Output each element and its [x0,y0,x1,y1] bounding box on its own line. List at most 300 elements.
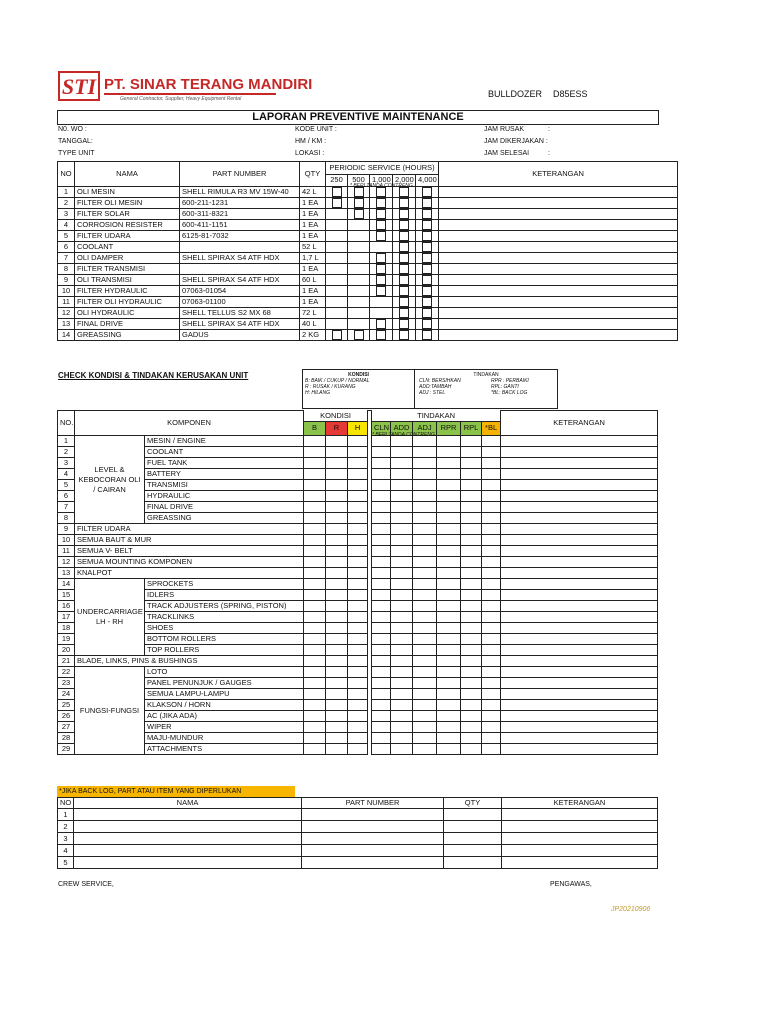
ct-tindakan-cell[interactable] [461,667,482,678]
bl-cell[interactable] [444,857,502,869]
ct-ket[interactable] [501,744,658,755]
ps-check-cell[interactable] [326,198,348,209]
ct-ket[interactable] [501,590,658,601]
ct-tindakan-cell[interactable] [482,557,501,568]
ct-ket[interactable] [501,700,658,711]
ct-kondisi-cell[interactable] [304,612,326,623]
checkbox[interactable] [354,330,364,340]
bl-cell[interactable] [302,845,444,857]
ct-kondisi-cell[interactable] [304,513,326,524]
ct-tindakan-cell[interactable] [372,667,391,678]
checkbox[interactable] [354,198,364,208]
ct-ket[interactable] [501,722,658,733]
ct-kondisi-cell[interactable] [304,744,326,755]
ct-kondisi-cell[interactable] [348,623,368,634]
ct-tindakan-cell[interactable] [482,579,501,590]
ct-kondisi-cell[interactable] [348,568,368,579]
ct-kondisi-cell[interactable] [348,711,368,722]
ct-tindakan-cell[interactable] [372,612,391,623]
ct-kondisi-cell[interactable] [304,645,326,656]
ps-ket[interactable] [439,308,678,319]
ct-kondisi-cell[interactable] [326,590,348,601]
checkbox[interactable] [422,275,432,285]
ct-tindakan-cell[interactable] [461,733,482,744]
ct-kondisi-cell[interactable] [304,502,326,513]
ct-kondisi-cell[interactable] [348,480,368,491]
checkbox[interactable] [354,209,364,219]
field-no-wo[interactable]: N0. WO : [58,126,87,133]
ct-tindakan-cell[interactable] [413,469,437,480]
ct-kondisi-cell[interactable] [348,535,368,546]
ct-ket[interactable] [501,733,658,744]
checkbox[interactable] [422,242,432,252]
ps-check-cell[interactable] [393,264,416,275]
ct-kondisi-cell[interactable] [348,436,368,447]
bl-cell[interactable] [502,809,658,821]
ct-tindakan-cell[interactable] [437,612,461,623]
ct-tindakan-cell[interactable] [391,689,413,700]
ps-check-cell[interactable] [326,187,348,198]
ct-ket[interactable] [501,579,658,590]
ct-tindakan-cell[interactable] [461,656,482,667]
ct-tindakan-cell[interactable] [413,700,437,711]
checkbox[interactable] [332,187,342,197]
ct-kondisi-cell[interactable] [326,524,348,535]
ps-check-cell[interactable] [416,297,439,308]
ct-ket[interactable] [501,568,658,579]
ct-tindakan-cell[interactable] [482,689,501,700]
ct-kondisi-cell[interactable] [348,579,368,590]
ps-check-cell[interactable] [393,253,416,264]
ct-tindakan-cell[interactable] [482,744,501,755]
ct-tindakan-cell[interactable] [461,491,482,502]
bl-cell[interactable] [74,809,302,821]
ct-tindakan-cell[interactable] [437,436,461,447]
ct-kondisi-cell[interactable] [348,689,368,700]
ps-check-cell[interactable] [370,286,393,297]
ct-kondisi-cell[interactable] [348,733,368,744]
ct-kondisi-cell[interactable] [348,491,368,502]
ps-ket[interactable] [439,264,678,275]
ct-tindakan-cell[interactable] [461,601,482,612]
ct-tindakan-cell[interactable] [482,546,501,557]
ct-kondisi-cell[interactable] [326,689,348,700]
ct-tindakan-cell[interactable] [461,645,482,656]
ct-kondisi-cell[interactable] [304,656,326,667]
ct-tindakan-cell[interactable] [391,568,413,579]
checkbox[interactable] [422,198,432,208]
ps-check-cell[interactable] [370,198,393,209]
ct-tindakan-cell[interactable] [437,469,461,480]
ct-kondisi-cell[interactable] [326,656,348,667]
ct-kondisi-cell[interactable] [326,623,348,634]
ps-check-cell[interactable] [416,275,439,286]
ct-tindakan-cell[interactable] [482,524,501,535]
ct-kondisi-cell[interactable] [326,744,348,755]
ps-check-cell[interactable] [416,308,439,319]
checkbox[interactable] [399,319,409,329]
ct-tindakan-cell[interactable] [437,557,461,568]
ps-check-cell[interactable] [393,220,416,231]
ct-tindakan-cell[interactable] [413,623,437,634]
ct-tindakan-cell[interactable] [461,557,482,568]
ct-kondisi-cell[interactable] [326,535,348,546]
ps-check-cell[interactable] [393,209,416,220]
ps-check-cell[interactable] [393,231,416,242]
ct-tindakan-cell[interactable] [372,568,391,579]
checkbox[interactable] [422,253,432,263]
field-jam-dikerjakan[interactable]: JAM DIKERJAKAN : [484,138,548,145]
ct-tindakan-cell[interactable] [437,480,461,491]
checkbox[interactable] [399,198,409,208]
ct-kondisi-cell[interactable] [348,612,368,623]
ct-tindakan-cell[interactable] [437,579,461,590]
ct-tindakan-cell[interactable] [461,568,482,579]
checkbox[interactable] [376,198,386,208]
ct-tindakan-cell[interactable] [413,524,437,535]
ct-kondisi-cell[interactable] [348,502,368,513]
ct-ket[interactable] [501,557,658,568]
ct-tindakan-cell[interactable] [413,491,437,502]
ct-tindakan-cell[interactable] [461,579,482,590]
ct-tindakan-cell[interactable] [413,601,437,612]
ct-tindakan-cell[interactable] [413,645,437,656]
ct-tindakan-cell[interactable] [482,623,501,634]
bl-cell[interactable] [502,845,658,857]
ps-check-cell[interactable] [416,253,439,264]
ct-kondisi-cell[interactable] [348,557,368,568]
ct-tindakan-cell[interactable] [482,502,501,513]
ct-tindakan-cell[interactable] [391,667,413,678]
ct-tindakan-cell[interactable] [413,689,437,700]
ct-tindakan-cell[interactable] [391,711,413,722]
ct-tindakan-cell[interactable] [372,447,391,458]
ct-tindakan-cell[interactable] [437,491,461,502]
ct-tindakan-cell[interactable] [372,557,391,568]
field-jam-rusak[interactable]: JAM RUSAK [484,126,525,133]
ct-ket[interactable] [501,469,658,480]
ps-check-cell[interactable] [326,330,348,341]
ct-kondisi-cell[interactable] [326,557,348,568]
ps-check-cell[interactable] [370,253,393,264]
ct-kondisi-cell[interactable] [348,667,368,678]
ct-tindakan-cell[interactable] [461,590,482,601]
ct-tindakan-cell[interactable] [372,711,391,722]
ps-check-cell[interactable] [416,264,439,275]
ps-check-cell[interactable] [370,275,393,286]
checkbox[interactable] [332,330,342,340]
ct-tindakan-cell[interactable] [391,469,413,480]
ct-tindakan-cell[interactable] [437,524,461,535]
ct-kondisi-cell[interactable] [326,678,348,689]
ps-check-cell[interactable] [393,330,416,341]
ct-kondisi-cell[interactable] [326,722,348,733]
ct-kondisi-cell[interactable] [348,722,368,733]
ct-tindakan-cell[interactable] [482,601,501,612]
ct-kondisi-cell[interactable] [326,612,348,623]
ct-tindakan-cell[interactable] [372,722,391,733]
bl-cell[interactable] [502,821,658,833]
field-tanggal[interactable]: TANGGAL: [58,138,93,145]
ct-ket[interactable] [501,513,658,524]
ct-kondisi-cell[interactable] [304,480,326,491]
ct-tindakan-cell[interactable] [437,535,461,546]
checkbox[interactable] [399,220,409,230]
checkbox[interactable] [332,198,342,208]
ct-tindakan-cell[interactable] [437,645,461,656]
ct-tindakan-cell[interactable] [461,612,482,623]
bl-cell[interactable] [74,845,302,857]
ps-check-cell[interactable] [348,330,370,341]
ct-tindakan-cell[interactable] [461,524,482,535]
ct-kondisi-cell[interactable] [326,513,348,524]
ct-ket[interactable] [501,524,658,535]
checkbox[interactable] [422,319,432,329]
ct-tindakan-cell[interactable] [372,645,391,656]
ct-tindakan-cell[interactable] [482,480,501,491]
ct-tindakan-cell[interactable] [461,436,482,447]
ct-kondisi-cell[interactable] [304,722,326,733]
ct-tindakan-cell[interactable] [372,546,391,557]
bl-cell[interactable] [502,857,658,869]
ct-ket[interactable] [501,447,658,458]
ct-kondisi-cell[interactable] [348,546,368,557]
ct-tindakan-cell[interactable] [413,458,437,469]
ct-tindakan-cell[interactable] [437,700,461,711]
ps-check-cell[interactable] [393,198,416,209]
ps-ket[interactable] [439,209,678,220]
ps-check-cell[interactable] [416,220,439,231]
ps-ket[interactable] [439,319,678,330]
ct-ket[interactable] [501,601,658,612]
ct-tindakan-cell[interactable] [437,502,461,513]
ct-tindakan-cell[interactable] [461,447,482,458]
ct-ket[interactable] [501,689,658,700]
ct-kondisi-cell[interactable] [326,579,348,590]
ct-tindakan-cell[interactable] [482,656,501,667]
checkbox[interactable] [376,286,386,296]
ct-tindakan-cell[interactable] [437,678,461,689]
checkbox[interactable] [399,253,409,263]
ct-tindakan-cell[interactable] [391,513,413,524]
ct-tindakan-cell[interactable] [413,502,437,513]
ct-tindakan-cell[interactable] [391,458,413,469]
ct-kondisi-cell[interactable] [304,568,326,579]
ct-ket[interactable] [501,634,658,645]
ct-tindakan-cell[interactable] [482,469,501,480]
checkbox[interactable] [422,297,432,307]
bl-cell[interactable] [444,809,502,821]
ct-tindakan-cell[interactable] [437,601,461,612]
checkbox[interactable] [399,330,409,340]
ct-tindakan-cell[interactable] [413,557,437,568]
ct-tindakan-cell[interactable] [482,491,501,502]
ps-ket[interactable] [439,253,678,264]
ct-tindakan-cell[interactable] [461,458,482,469]
field-kode-unit[interactable]: KODE UNIT : [295,126,337,133]
checkbox[interactable] [422,209,432,219]
ps-ket[interactable] [439,275,678,286]
ps-check-cell[interactable] [393,297,416,308]
ps-ket[interactable] [439,231,678,242]
checkbox[interactable] [399,242,409,252]
ct-kondisi-cell[interactable] [348,447,368,458]
ct-tindakan-cell[interactable] [391,590,413,601]
checkbox[interactable] [399,308,409,318]
ct-tindakan-cell[interactable] [461,689,482,700]
ct-tindakan-cell[interactable] [391,557,413,568]
ct-kondisi-cell[interactable] [326,480,348,491]
ct-tindakan-cell[interactable] [413,579,437,590]
ct-tindakan-cell[interactable] [391,535,413,546]
ct-kondisi-cell[interactable] [304,711,326,722]
ct-ket[interactable] [501,656,658,667]
ct-tindakan-cell[interactable] [461,502,482,513]
ct-tindakan-cell[interactable] [482,722,501,733]
ct-tindakan-cell[interactable] [413,590,437,601]
checkbox[interactable] [376,220,386,230]
ct-tindakan-cell[interactable] [437,447,461,458]
ps-check-cell[interactable] [370,319,393,330]
ct-tindakan-cell[interactable] [413,634,437,645]
bl-cell[interactable] [302,857,444,869]
ct-kondisi-cell[interactable] [348,590,368,601]
ct-kondisi-cell[interactable] [304,601,326,612]
ct-tindakan-cell[interactable] [437,623,461,634]
bl-cell[interactable] [502,833,658,845]
ct-kondisi-cell[interactable] [326,491,348,502]
ct-kondisi-cell[interactable] [304,678,326,689]
ps-check-cell[interactable] [393,242,416,253]
ct-kondisi-cell[interactable] [348,645,368,656]
ct-kondisi-cell[interactable] [304,447,326,458]
ct-tindakan-cell[interactable] [372,700,391,711]
checkbox[interactable] [422,231,432,241]
ps-check-cell[interactable] [370,264,393,275]
ct-ket[interactable] [501,436,658,447]
ct-tindakan-cell[interactable] [372,535,391,546]
ct-kondisi-cell[interactable] [304,733,326,744]
checkbox[interactable] [376,319,386,329]
ct-kondisi-cell[interactable] [326,436,348,447]
ct-kondisi-cell[interactable] [304,469,326,480]
field-type-unit[interactable]: TYPE UNIT [58,150,95,157]
ct-tindakan-cell[interactable] [437,744,461,755]
ct-kondisi-cell[interactable] [326,700,348,711]
ct-tindakan-cell[interactable] [391,700,413,711]
ct-ket[interactable] [501,612,658,623]
checkbox[interactable] [399,297,409,307]
bl-cell[interactable] [302,833,444,845]
ct-tindakan-cell[interactable] [413,447,437,458]
ps-check-cell[interactable] [416,187,439,198]
ct-tindakan-cell[interactable] [461,480,482,491]
ct-kondisi-cell[interactable] [326,469,348,480]
ct-tindakan-cell[interactable] [391,623,413,634]
ct-tindakan-cell[interactable] [413,656,437,667]
ct-kondisi-cell[interactable] [304,535,326,546]
ct-tindakan-cell[interactable] [437,689,461,700]
ct-tindakan-cell[interactable] [437,458,461,469]
checkbox[interactable] [422,187,432,197]
ct-tindakan-cell[interactable] [482,733,501,744]
ct-tindakan-cell[interactable] [413,513,437,524]
ct-tindakan-cell[interactable] [461,623,482,634]
ct-tindakan-cell[interactable] [461,546,482,557]
ct-kondisi-cell[interactable] [348,634,368,645]
checkbox[interactable] [376,231,386,241]
ct-tindakan-cell[interactable] [413,744,437,755]
ct-kondisi-cell[interactable] [326,645,348,656]
ps-check-cell[interactable] [370,209,393,220]
ct-kondisi-cell[interactable] [304,458,326,469]
ct-tindakan-cell[interactable] [391,524,413,535]
ps-check-cell[interactable] [393,275,416,286]
ct-tindakan-cell[interactable] [461,535,482,546]
ct-kondisi-cell[interactable] [304,579,326,590]
ct-kondisi-cell[interactable] [348,469,368,480]
ct-tindakan-cell[interactable] [413,568,437,579]
ps-ket[interactable] [439,220,678,231]
bl-cell[interactable] [74,857,302,869]
ct-tindakan-cell[interactable] [372,623,391,634]
ct-tindakan-cell[interactable] [391,722,413,733]
ct-kondisi-cell[interactable] [348,601,368,612]
ct-tindakan-cell[interactable] [413,722,437,733]
ct-tindakan-cell[interactable] [372,689,391,700]
ct-tindakan-cell[interactable] [482,568,501,579]
ct-tindakan-cell[interactable] [437,546,461,557]
ct-tindakan-cell[interactable] [391,678,413,689]
ct-ket[interactable] [501,546,658,557]
ct-kondisi-cell[interactable] [326,502,348,513]
ct-kondisi-cell[interactable] [326,447,348,458]
ct-tindakan-cell[interactable] [413,612,437,623]
ct-tindakan-cell[interactable] [482,711,501,722]
ct-tindakan-cell[interactable] [413,535,437,546]
ct-tindakan-cell[interactable] [372,458,391,469]
ct-kondisi-cell[interactable] [326,568,348,579]
ps-check-cell[interactable] [416,286,439,297]
ps-check-cell[interactable] [393,286,416,297]
ct-tindakan-cell[interactable] [437,667,461,678]
ct-tindakan-cell[interactable] [391,546,413,557]
ct-tindakan-cell[interactable] [413,546,437,557]
ct-tindakan-cell[interactable] [372,524,391,535]
ct-tindakan-cell[interactable] [461,634,482,645]
bl-cell[interactable] [302,809,444,821]
ps-ket[interactable] [439,242,678,253]
ct-tindakan-cell[interactable] [391,744,413,755]
checkbox[interactable] [422,330,432,340]
ct-kondisi-cell[interactable] [304,623,326,634]
ct-tindakan-cell[interactable] [482,678,501,689]
ct-ket[interactable] [501,645,658,656]
ct-tindakan-cell[interactable] [461,469,482,480]
ct-tindakan-cell[interactable] [413,711,437,722]
ps-check-cell[interactable] [393,308,416,319]
ct-tindakan-cell[interactable] [482,667,501,678]
ct-kondisi-cell[interactable] [304,667,326,678]
ct-ket[interactable] [501,711,658,722]
ct-tindakan-cell[interactable] [413,678,437,689]
ct-tindakan-cell[interactable] [437,733,461,744]
ct-tindakan-cell[interactable] [372,733,391,744]
ct-tindakan-cell[interactable] [391,733,413,744]
checkbox[interactable] [422,264,432,274]
ct-tindakan-cell[interactable] [372,502,391,513]
checkbox[interactable] [399,209,409,219]
